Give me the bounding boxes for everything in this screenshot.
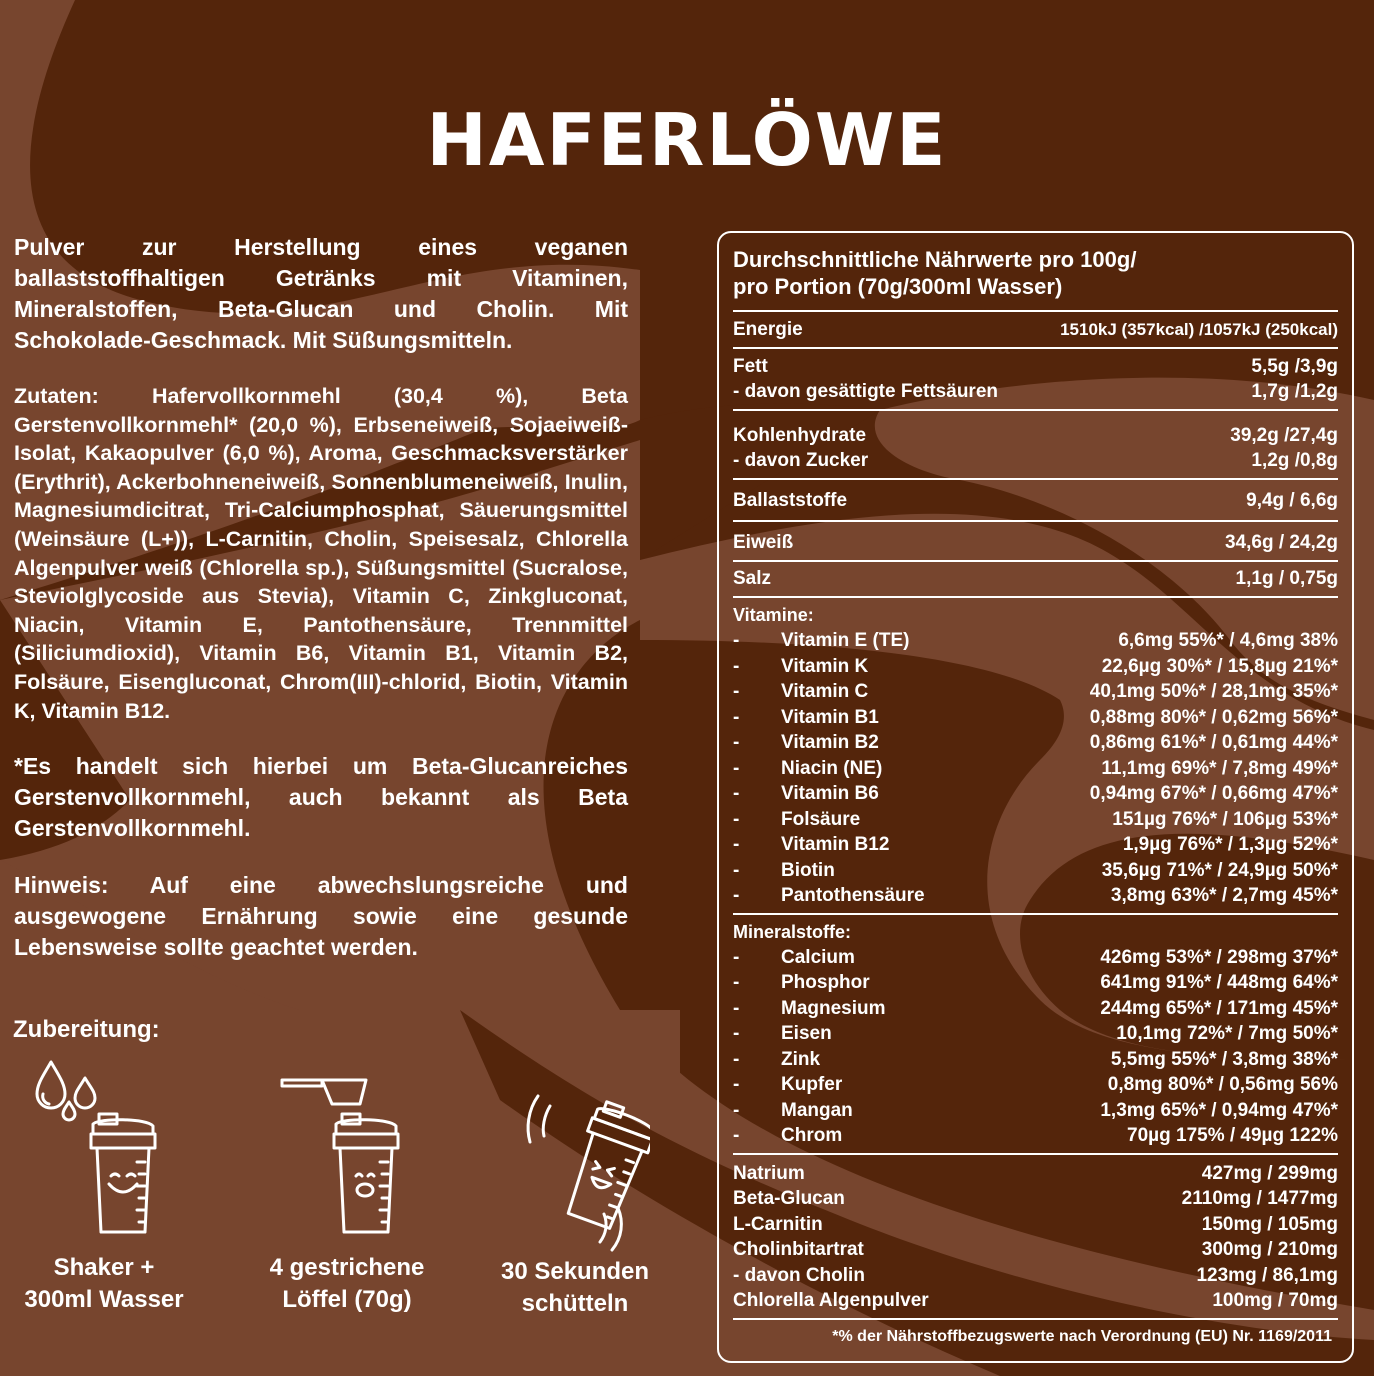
fiber-label: Ballaststoffe [733, 489, 848, 511]
nutrient-name: Vitamin B1 [781, 706, 879, 728]
nutrient-value: 40,1mg 50%* / 28,1mg 35%* [1089, 681, 1338, 702]
nutrient-row [733, 1263, 1338, 1289]
bullet-dash: - [733, 1048, 740, 1070]
nutrient-name: Calcium [781, 946, 855, 968]
shaker-scoop-icon [272, 1052, 422, 1252]
other-nutrients-list [733, 1161, 1338, 1314]
nutrient-row [733, 730, 1338, 756]
preparation-step-2 [242, 1052, 452, 1316]
product-description: Pulver zur Herstellung eines veganen ballaststoffhaltigen Getränks mit Vitaminen, Mineralstoffen, Beta-Glucan und Cholin. Mit Schokolade-Geschmack. Mit Süßungsmitteln. [14, 234, 628, 353]
preparation-title: Zubereitung: [13, 1016, 160, 1043]
minerals-list [733, 945, 1338, 1149]
nutrient-value: 5,5mg 55%* / 3,8mg 38%* [1110, 1048, 1338, 1070]
nutrient-value: 151µg 76%* / 106µg 53%* [1112, 808, 1338, 830]
product-title: HAFERLÖWE [426, 98, 948, 182]
nutrient-name: Vitamin E (TE) [781, 630, 910, 651]
energy-label: Energie [733, 319, 803, 340]
nutrient-value: 100mg / 70mg [1212, 1290, 1338, 1311]
step-3-line-1: 30 Sekunden [500, 1258, 650, 1285]
left-column [14, 232, 628, 989]
nutrient-name: Pantothensäure [781, 885, 925, 906]
bullet-dash: - [733, 681, 740, 702]
bullet-dash: - [733, 946, 740, 968]
nutrient-value: 70µg 175% / 49µg 122% [1127, 1125, 1338, 1146]
nutrient-name: Folsäure [781, 808, 861, 830]
preparation-step-3 [480, 1052, 670, 1320]
step-1-line-1: Shaker + [53, 1254, 155, 1281]
nutrition-heading [733, 246, 1338, 312]
nutrition-facts-panel [717, 231, 1354, 1363]
nutrient-name: Cholinbitartrat [733, 1239, 864, 1260]
minerals-title: Mineralstoffe: [733, 921, 852, 942]
nutrient-row [733, 807, 1338, 833]
nutrient-name: Vitamin C [781, 681, 869, 702]
nutrient-row [733, 1098, 1338, 1124]
ingredients-list [14, 382, 628, 725]
nutrient-name: Mangan [781, 1099, 853, 1121]
allergen-barley: Gersten [14, 412, 96, 437]
nutrient-value: 244mg 65%* / 171mg 45%* [1100, 997, 1338, 1019]
nutrient-value: 123mg / 86,1mg [1196, 1264, 1338, 1286]
carbs-value: 39,2g /27,4g [1230, 424, 1338, 446]
allergen-soy: Soja [509, 412, 556, 437]
bullet-dash: - [733, 808, 740, 830]
nutrient-row [733, 781, 1338, 807]
nutrient-row [733, 1161, 1338, 1187]
bullet-dash: - [733, 706, 740, 728]
nutrient-row [733, 832, 1338, 858]
ingredients-text: vollkornmehl* (20,0 %), Erbseneiweiß, [95, 412, 510, 437]
nutrient-name: Phosphor [781, 972, 870, 993]
fat-section [733, 349, 1338, 411]
nutrient-value: 3,8mg 63%* / 2,7mg 45%* [1110, 885, 1338, 906]
nutrient-name: Vitamin K [781, 655, 869, 677]
nutrient-row [733, 970, 1338, 996]
minerals-section [733, 915, 1338, 1155]
saturated-fat-value: 1,7g /1,2g [1251, 381, 1338, 402]
nutrient-name: Zink [781, 1048, 821, 1070]
nutrient-row [733, 1237, 1338, 1263]
nutrient-name: Natrium [733, 1162, 805, 1184]
carbs-label: Kohlenhydrate [733, 424, 867, 446]
nutrient-row [733, 1072, 1338, 1098]
bullet-dash: - [733, 655, 740, 677]
bullet-dash: - [733, 972, 740, 993]
nutrient-name: Vitamin B2 [781, 732, 879, 753]
nutrient-name: Kupfer [781, 1074, 843, 1095]
nutrient-row [733, 1047, 1338, 1073]
step-2-line-2: Löffel (70g) [282, 1286, 412, 1313]
fiber-value: 9,4g / 6,6g [1246, 489, 1338, 511]
nutrient-value: 11,1mg 69%* / 7,8mg 49%* [1101, 757, 1338, 779]
protein-value: 34,6g / 24,2g [1224, 532, 1338, 553]
nutrition-heading-line-1: Durchschnittliche Nährwerte pro 100g/ [733, 247, 1137, 272]
bullet-dash: - [733, 757, 740, 779]
carbs-section [733, 411, 1338, 480]
ingredients-text: eiweiß-Isolat, Kakaopulver (6,0 %), Aroma, Geschmacksverstärker (Erythrit), Ackerbohneneiweiß, Sonnenblumeneiweiß, Inulin, Magnesiumdicitrat, Tri-Calciumphosphat, Säuerungsmittel (Weinsäure (L+)), L-Carnitin, Cholin, Speisesalz, Chlorella Algenpulver weiß (Chlorella sp.), Süßungsmittel (Sucralose, Steviolglycoside aus Stevia), Vitamin C, Zinkgluconat, Niacin, Vitamin E, Pantothensäure, Trennmittel (Siliciumdioxid), Vitamin B6, Vitamin B1, Vitamin B2, Folsäure, Eisengluconat, Chrom(III)-chlorid, Biotin, Vitamin K, Vitamin B12. [14, 412, 628, 723]
nutrient-name: Vitamin B6 [781, 783, 879, 804]
nutrient-row [733, 1212, 1338, 1238]
nutrient-name: Vitamin B12 [781, 834, 890, 855]
preparation-step-1 [6, 1052, 202, 1316]
nutrient-name: - davon Cholin [733, 1264, 865, 1286]
nutrition-hint: Hinweis: Auf eine abwechslungsreiche und ausgewogene Ernährung sowie eine gesunde Lebensweise sollte geachtet werden. [14, 872, 628, 961]
other-nutrients-section [733, 1155, 1338, 1320]
nutrient-row [733, 628, 1338, 654]
nutrient-value: 0,8mg 80%* / 0,56mg 56% [1107, 1074, 1338, 1095]
bullet-dash: - [733, 783, 740, 804]
nutrient-row [733, 883, 1338, 909]
fat-value: 5,5g /3,9g [1251, 355, 1338, 377]
nutrient-row [733, 756, 1338, 782]
salt-value: 1,1g / 0,75g [1235, 567, 1338, 589]
salt-section [733, 562, 1338, 599]
nutrient-value: 427mg / 299mg [1201, 1162, 1338, 1184]
step-1-line-2: 300ml Wasser [24, 1286, 184, 1313]
nutrient-row [733, 1288, 1338, 1314]
step-3-line-2: schütteln [521, 1290, 629, 1317]
protein-section [733, 522, 1338, 562]
nutrient-name: Eisen [781, 1023, 832, 1044]
bullet-dash: - [733, 859, 740, 881]
nutrient-row [733, 1123, 1338, 1149]
nutrient-value: 22,6µg 30%* / 15,8µg 21%* [1101, 655, 1338, 677]
nutrient-name: Niacin (NE) [781, 757, 883, 779]
nutrient-value: 641mg 91%* / 448mg 64%* [1100, 972, 1338, 993]
nutrient-row [733, 705, 1338, 731]
salt-label: Salz [733, 567, 772, 589]
sugar-label: - davon Zucker [733, 450, 869, 471]
reference-footnote: *% der Nährstoffbezugswerte nach Verordnung (EU) Nr. 1169/2011 [832, 1327, 1332, 1345]
shaker-water-icon [29, 1052, 179, 1252]
bullet-dash: - [733, 630, 740, 651]
nutrient-value: 0,88mg 80%* / 0,62mg 56%* [1089, 706, 1338, 728]
energy-section [733, 312, 1338, 349]
allergen-oat: Hafer [151, 384, 207, 408]
nutrient-value: 0,94mg 67%* / 0,66mg 47%* [1089, 783, 1338, 804]
fiber-section [733, 480, 1338, 523]
shaker-shake-icon [500, 1052, 650, 1256]
vitamins-title: Vitamine: [733, 605, 814, 625]
nutrient-name: Biotin [781, 859, 835, 881]
nutrient-value: 1,3mg 65%* / 0,94mg 47%* [1100, 1099, 1338, 1121]
nutrient-row [733, 679, 1338, 705]
nutrient-name: Chlorella Algenpulver [733, 1290, 929, 1311]
saturated-fat-label: - davon gesättigte Fettsäuren [733, 381, 998, 402]
fat-label: Fett [733, 355, 768, 377]
bullet-dash: - [733, 1023, 740, 1044]
bullet-dash: - [733, 834, 740, 855]
nutrient-value: 426mg 53%* / 298mg 37%* [1100, 946, 1338, 968]
nutrient-row [733, 1186, 1338, 1212]
ingredients-text: vollkornmehl (30,4 %), Beta [206, 384, 628, 408]
nutrient-row [733, 945, 1338, 971]
bullet-dash: - [733, 997, 740, 1019]
nutrient-value: 0,86mg 61%* / 0,61mg 44%* [1089, 732, 1338, 753]
nutrient-name: Magnesium [781, 997, 886, 1019]
nutrient-name: Chrom [781, 1125, 843, 1146]
nutrient-row [733, 1021, 1338, 1047]
bullet-dash: - [733, 885, 740, 906]
bullet-dash: - [733, 732, 740, 753]
nutrient-value: 2110mg / 1477mg [1181, 1188, 1338, 1209]
nutrient-value: 35,6µg 71%* / 24,9µg 50%* [1101, 859, 1338, 881]
sugar-value: 1,2g /0,8g [1251, 450, 1338, 471]
bullet-dash: - [733, 1125, 740, 1146]
step-2-line-1: 4 gestrichene [269, 1254, 425, 1281]
nutrient-row [733, 858, 1338, 884]
nutrient-value: 1,9µg 76%* / 1,3µg 52%* [1122, 834, 1338, 855]
nutrient-value: 300mg / 210mg [1201, 1239, 1338, 1260]
barley-footnote: *Es handelt sich hierbei um Beta-Glucanreiches Gerstenvollkornmehl, auch bekannt als Beta Gerstenvollkornmehl. [14, 753, 628, 842]
vitamins-list [733, 628, 1338, 909]
protein-label: Eiweiß [733, 532, 794, 553]
nutrition-heading-line-2: pro Portion (70g/300ml Wasser) [733, 274, 1063, 299]
nutrient-value: 6,6mg 55%* / 4,6mg 38% [1118, 630, 1338, 651]
vitamins-section [733, 598, 1338, 915]
nutrient-value: 150mg / 105mg [1201, 1213, 1338, 1235]
energy-value: 1510kJ (357kcal) /1057kJ (250kcal) [1060, 320, 1338, 339]
bullet-dash: - [733, 1074, 740, 1095]
nutrient-row [733, 996, 1338, 1022]
nutrient-name: L-Carnitin [733, 1213, 823, 1235]
nutrient-row [733, 654, 1338, 680]
nutrient-name: Beta-Glucan [733, 1188, 845, 1209]
nutrient-value: 10,1mg 72%* / 7mg 50%* [1116, 1023, 1338, 1044]
bullet-dash: - [733, 1099, 740, 1121]
ingredients-label: Zutaten: [14, 384, 99, 408]
